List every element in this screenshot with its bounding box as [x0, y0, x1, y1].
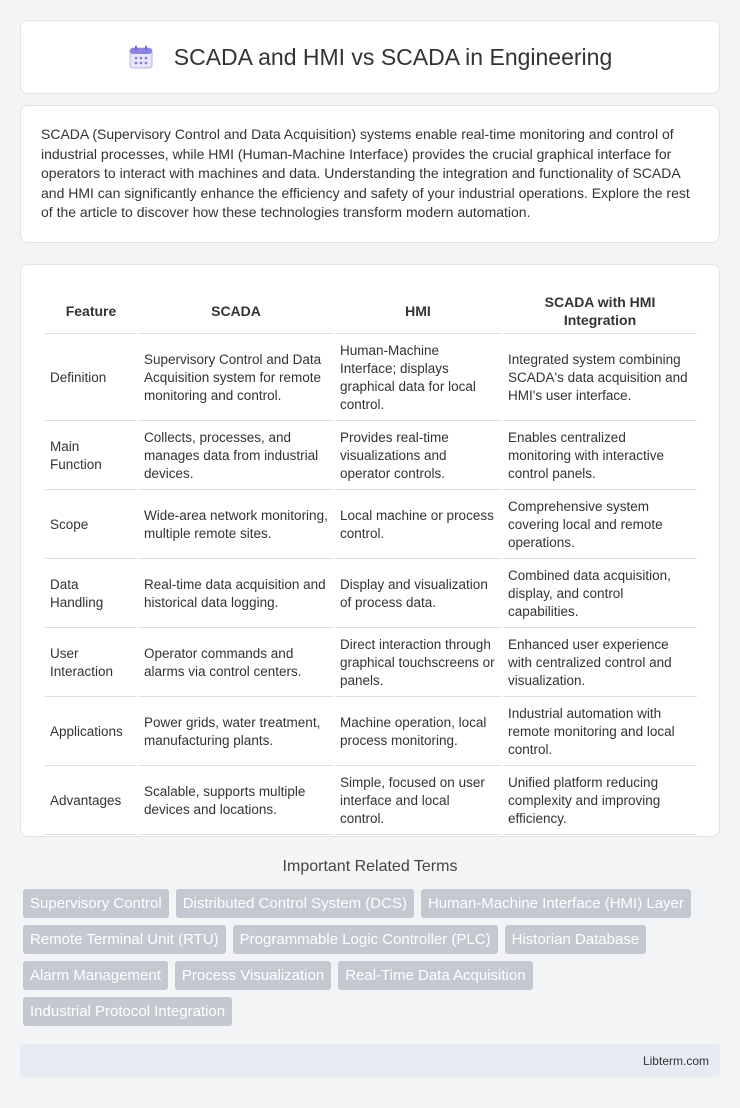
header-feature: Feature: [45, 289, 137, 334]
related-terms-list: [23, 889, 723, 1026]
table-row: [45, 492, 697, 559]
row-scada: Real-time data acquisition and historical data logging.: [139, 561, 333, 628]
row-scada: Wide-area network monitoring, multiple remote sites.: [139, 492, 333, 559]
term-tag[interactable]: Programmable Logic Controller (PLC): [233, 925, 498, 954]
row-scada: Operator commands and alarms via control centers.: [139, 630, 333, 697]
row-feature: User Interaction: [45, 630, 137, 697]
intro-text: SCADA (Supervisory Control and Data Acquisition) systems enable real-time monitoring and control of industrial processes, while HMI (Human-Machine Interface) provides the crucial graphical interface for operators to interact with machines and data. Understanding the integration and functionality of SCADA and HMI can significantly enhance the efficiency and safety of your industrial operations. Explore the rest of the article to discover how these technologies transform modern automation.: [41, 126, 690, 220]
header-integration: SCADA with HMI Integration: [503, 289, 697, 334]
comparison-table: [43, 287, 699, 837]
row-scada: Power grids, water treatment, manufacturing plants.: [139, 699, 333, 766]
row-hmi: Display and visualization of process data.: [335, 561, 501, 628]
related-terms-title: Important Related Terms: [282, 858, 458, 875]
row-hmi: Human-Machine Interface; displays graphical data for local control.: [335, 336, 501, 421]
row-hmi: Direct interaction through graphical touchscreens or panels.: [335, 630, 501, 697]
row-integration: Combined data acquisition, display, and control capabilities.: [503, 561, 697, 628]
table-row: [45, 423, 697, 490]
table-row: [45, 561, 697, 628]
row-feature: Scope: [45, 492, 137, 559]
row-hmi: Provides real-time visualizations and operator controls.: [335, 423, 501, 490]
page-title: SCADA and HMI vs SCADA in Engineering: [173, 43, 613, 70]
term-tag[interactable]: Human-Machine Interface (HMI) Layer: [421, 889, 691, 918]
row-feature: Applications: [45, 699, 137, 766]
footer-site-link[interactable]: Libterm.com: [642, 1053, 709, 1068]
table-row: [45, 699, 697, 766]
header-card: [20, 20, 720, 94]
row-feature: Data Handling: [45, 561, 137, 628]
row-integration: Integrated system combining SCADA's data acquisition and HMI's user interface.: [503, 336, 697, 421]
intro-card: [20, 105, 720, 243]
term-tag[interactable]: Industrial Protocol Integration: [23, 997, 232, 1026]
term-tag[interactable]: Process Visualization: [175, 961, 331, 990]
row-integration: Enables centralized monitoring with interactive control panels.: [503, 423, 697, 490]
table-row: [45, 336, 697, 421]
term-tag[interactable]: Alarm Management: [23, 961, 168, 990]
header-hmi: HMI: [335, 289, 501, 334]
row-integration: Comprehensive system covering local and remote operations.: [503, 492, 697, 559]
term-tag[interactable]: Supervisory Control: [23, 889, 169, 918]
term-tag[interactable]: Remote Terminal Unit (RTU): [23, 925, 226, 954]
row-scada: Collects, processes, and manages data from industrial devices.: [139, 423, 333, 490]
row-hmi: Local machine or process control.: [335, 492, 501, 559]
row-integration: Unified platform reducing complexity and improving efficiency.: [503, 768, 697, 835]
row-feature: Definition: [45, 336, 137, 421]
calendar-icon: [128, 44, 154, 70]
row-feature: Main Function: [45, 423, 137, 490]
table-row: [45, 768, 697, 835]
term-tag[interactable]: Historian Database: [505, 925, 647, 954]
row-integration: Enhanced user experience with centralized control and visualization.: [503, 630, 697, 697]
row-hmi: Machine operation, local process monitoring.: [335, 699, 501, 766]
term-tag[interactable]: Distributed Control System (DCS): [176, 889, 414, 918]
table-row: [45, 630, 697, 697]
footer: [20, 1044, 720, 1077]
comparison-table-card: [20, 264, 720, 837]
header-scada: SCADA: [139, 289, 333, 334]
table-header-row: [45, 289, 697, 334]
row-scada: Scalable, supports multiple devices and locations.: [139, 768, 333, 835]
term-tag[interactable]: Real-Time Data Acquisition: [338, 961, 532, 990]
row-feature: Advantages: [45, 768, 137, 835]
row-scada: Supervisory Control and Data Acquisition system for remote monitoring and control.: [139, 336, 333, 421]
row-integration: Industrial automation with remote monitoring and local control.: [503, 699, 697, 766]
row-hmi: Simple, focused on user interface and local control.: [335, 768, 501, 835]
